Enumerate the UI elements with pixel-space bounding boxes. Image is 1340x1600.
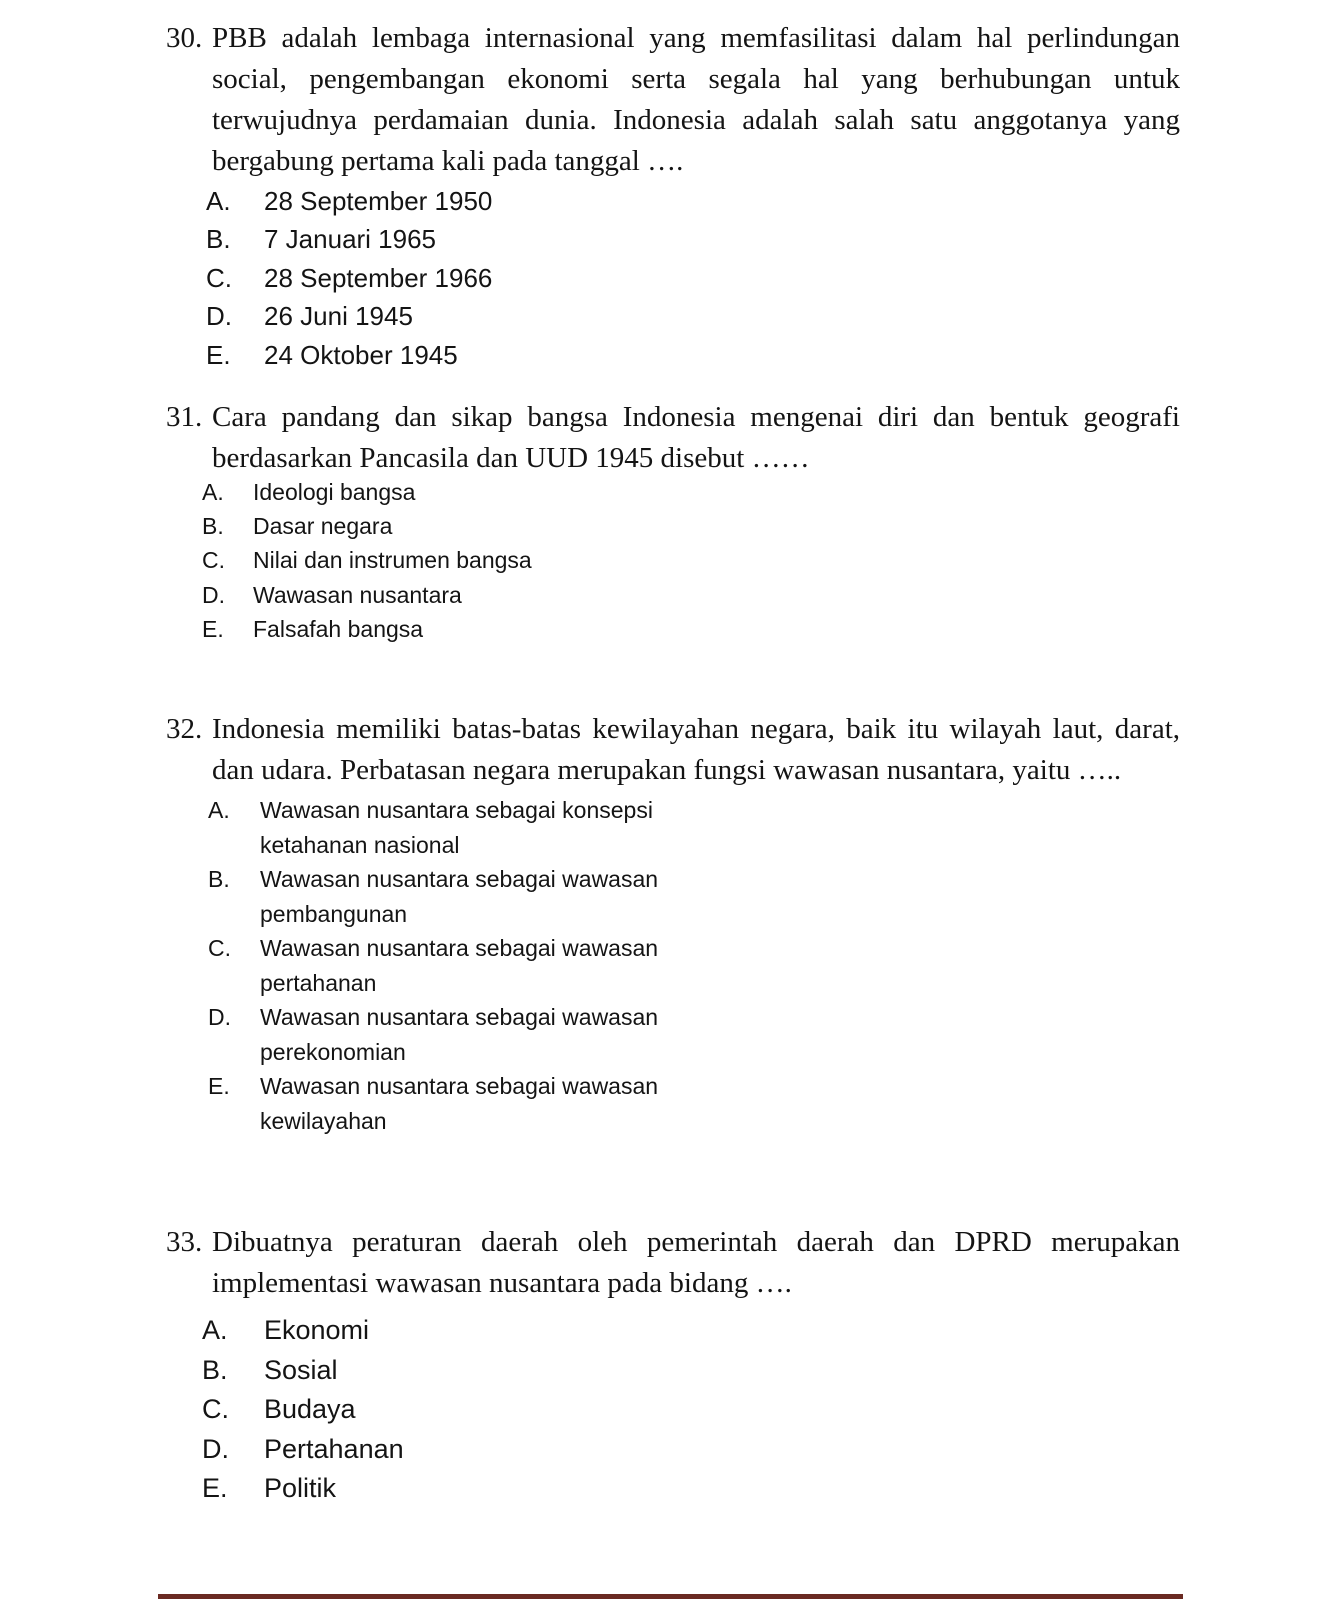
option-d [202, 1430, 1180, 1470]
question-30 [166, 18, 1180, 374]
option-b [202, 509, 1180, 543]
question-number: 32. [166, 713, 203, 745]
option-text: Wawasan nusantara sebagai wawasan kewilayahan [260, 1073, 659, 1134]
question-stem [166, 18, 1180, 182]
option-text: Ideologi bangsa [253, 479, 416, 505]
option-a [202, 475, 1180, 509]
option-letter: A. [206, 186, 231, 216]
option-text: 28 September 1966 [264, 262, 493, 293]
option-a [206, 182, 1180, 220]
option-c [202, 1390, 1180, 1430]
option-letter: B. [202, 513, 224, 540]
bottom-divider [158, 1594, 1183, 1599]
option-b [208, 862, 1180, 931]
option-text: 26 Juni 1945 [264, 301, 413, 332]
option-letter: D. [202, 581, 225, 608]
option-d [206, 297, 1180, 335]
question-31 [166, 397, 1180, 646]
option-a [208, 793, 1180, 862]
option-letter: A. [208, 797, 230, 823]
option-list [202, 1311, 1180, 1509]
option-e [206, 336, 1180, 374]
question-number: 30. [166, 22, 203, 54]
question-stem [166, 709, 1180, 791]
option-text: Falsafah bangsa [253, 615, 424, 642]
option-text: Wawasan nusantara [253, 581, 462, 608]
option-text: Sosial [264, 1354, 338, 1385]
option-text: Wawasan nusantara sebagai konsepsi ketahanan nasional [260, 797, 653, 858]
option-text: Dasar negara [253, 513, 393, 540]
option-c [202, 543, 1180, 577]
option-letter: E. [206, 339, 231, 370]
question-text: Dibuatnya peraturan daerah oleh pemerintah daerah dan DPRD merupakan implementasi wawasan nusantara pada bidang …. [212, 1226, 1180, 1299]
option-letter: C. [202, 1394, 229, 1424]
option-text: Ekonomi [264, 1315, 370, 1345]
question-32 [166, 709, 1180, 1138]
option-c [206, 259, 1180, 297]
option-letter: E. [202, 1473, 228, 1503]
question-stem [166, 1222, 1180, 1304]
option-b [202, 1351, 1180, 1391]
question-stem [166, 397, 1180, 479]
option-text: Politik [264, 1473, 337, 1503]
option-d [208, 1000, 1180, 1069]
option-b [206, 220, 1180, 258]
option-e [202, 612, 1180, 646]
option-letter: E. [208, 1073, 230, 1099]
option-text: Pertahanan [264, 1433, 404, 1464]
option-letter: B. [202, 1354, 228, 1385]
option-text: Wawasan nusantara sebagai wawasan perekonomian [260, 1004, 659, 1065]
option-letter: C. [202, 547, 225, 574]
question-number: 33. [166, 1226, 203, 1258]
option-letter: D. [202, 1433, 229, 1464]
option-text: Wawasan nusantara sebagai wawasan pertahanan [260, 935, 659, 996]
option-text: 7 Januari 1965 [264, 224, 437, 255]
option-text: Budaya [264, 1394, 356, 1424]
option-list [206, 182, 1180, 374]
question-text: PBB adalah lembaga internasional yang memfasilitasi dalam hal perlindungan social, pengembangan ekonomi serta segala hal yang berhubungan untuk terwujudnya perdamaian dunia. Indonesia adalah salah satu anggotanya yang bergabung pertama kali pada tanggal …. [212, 22, 1180, 177]
option-list [208, 793, 1180, 1138]
option-c [208, 931, 1180, 1000]
option-letter: E. [202, 615, 224, 642]
option-text: Nilai dan instrumen bangsa [253, 547, 532, 574]
option-letter: A. [202, 479, 224, 505]
option-letter: A. [202, 1315, 228, 1345]
question-text: Cara pandang dan sikap bangsa Indonesia mengenai diri dan bentuk geografi berdasarkan Pancasila dan UUD 1945 disebut …… [212, 401, 1180, 474]
option-d [202, 578, 1180, 612]
option-e [208, 1069, 1180, 1138]
option-letter: D. [206, 301, 232, 332]
option-a [202, 1311, 1180, 1351]
option-text: 24 Oktober 1945 [264, 339, 458, 370]
option-letter: B. [208, 866, 230, 892]
option-list [202, 475, 1180, 646]
option-letter: C. [206, 262, 232, 293]
option-letter: C. [208, 935, 231, 961]
question-text: Indonesia memiliki batas-batas kewilayahan negara, baik itu wilayah laut, darat, dan udara. Perbatasan negara merupakan fungsi wawasan nusantara, yaitu ….. [212, 713, 1180, 786]
option-text: 28 September 1950 [264, 186, 493, 216]
option-e [202, 1469, 1180, 1509]
question-number: 31. [166, 401, 203, 433]
option-letter: B. [206, 224, 231, 255]
question-33 [166, 1222, 1180, 1509]
option-letter: D. [208, 1004, 231, 1030]
option-text: Wawasan nusantara sebagai wawasan pembangunan [260, 866, 659, 927]
